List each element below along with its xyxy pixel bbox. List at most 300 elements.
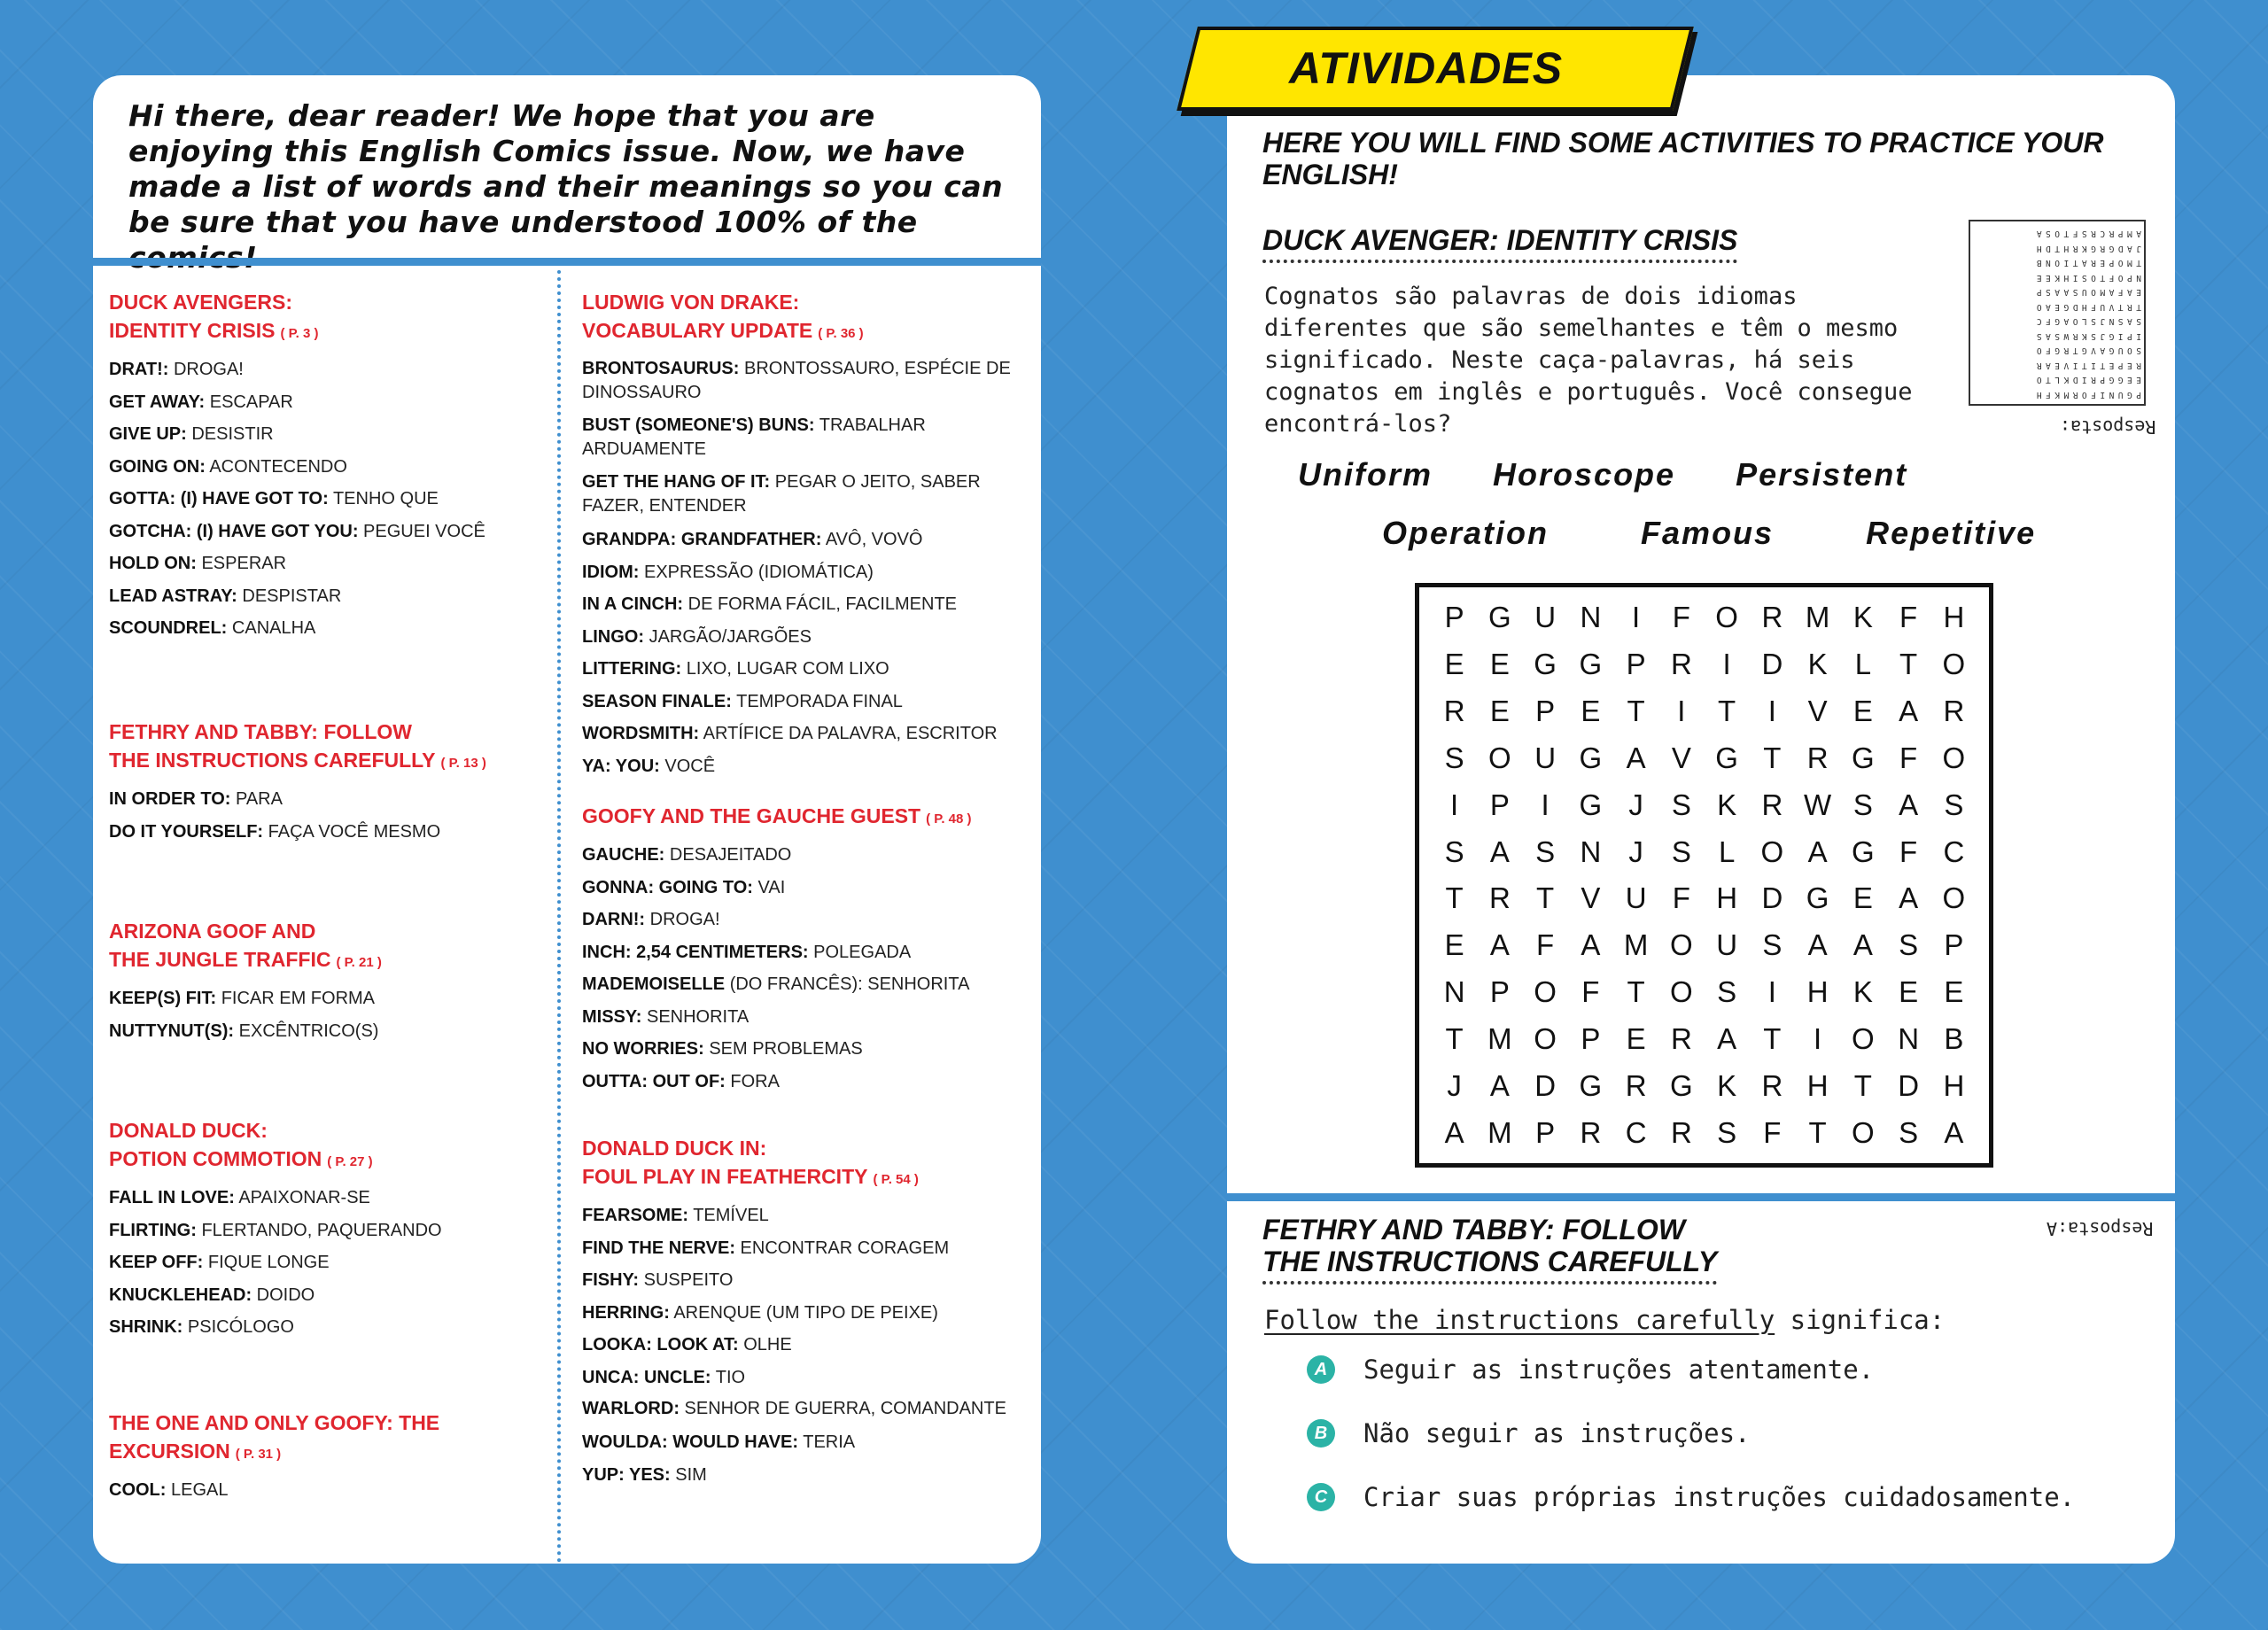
grid-cell[interactable]: N: [1898, 1021, 1920, 1055]
entry-definition: BRONTOSSAURO, ESPÉCIE DE DINOSSAURO: [582, 359, 1011, 402]
grid-cell[interactable]: D: [1761, 881, 1783, 915]
grid-cell[interactable]: A: [1899, 881, 1919, 915]
minigrid-row: REPETITIVEAR: [2032, 361, 2141, 370]
grid-cell[interactable]: N: [1580, 834, 1602, 868]
grid-cell[interactable]: E: [1489, 648, 1510, 681]
grid-cell[interactable]: A: [1581, 928, 1601, 962]
entry-definition: SENHOR DE GUERRA, COMANDANTE: [684, 1399, 1006, 1418]
grid-cell[interactable]: W: [1804, 788, 1832, 821]
entry-definition: SENHORITA: [646, 1006, 750, 1027]
grid-cell[interactable]: H: [1806, 1068, 1829, 1102]
grid-cell[interactable]: K: [1717, 1068, 1737, 1102]
entry-term: GONNA: GOING TO:: [582, 877, 753, 897]
grid-cell[interactable]: H: [1943, 601, 1965, 634]
entry-term: KEEP(S) FIT:: [109, 989, 217, 1008]
glossary-entry: [582, 556, 1034, 589]
grid-cell[interactable]: A: [1944, 1115, 1964, 1149]
grid-cell[interactable]: M: [1805, 601, 1830, 634]
glossary-entry: [582, 653, 1034, 686]
grid-cell[interactable]: M: [1623, 928, 1649, 962]
option-letter-badge: B: [1307, 1419, 1335, 1448]
atividades-banner-text: ATIVIDADES: [1289, 43, 1564, 93]
activities-panel: [1227, 75, 2175, 1564]
grid-cell[interactable]: O: [1942, 881, 1966, 915]
word-item: Repetitive: [1866, 515, 2037, 551]
grid-cell[interactable]: O: [1852, 1021, 1875, 1055]
grid-cell[interactable]: O: [1942, 741, 1966, 774]
activity2-title-line1: FETHRY AND TABBY: FOLLOW: [1262, 1214, 1686, 1246]
grid-cell[interactable]: O: [1670, 975, 1693, 1009]
section-title-line2: EXCURSION: [109, 1440, 230, 1463]
grid-cell[interactable]: E: [1489, 695, 1510, 728]
glossary-entry: [582, 750, 1034, 783]
entry-term: BRONTOSAURUS:: [582, 359, 740, 378]
grid-cell[interactable]: L: [1718, 834, 1736, 868]
answer-label-upside-down: Resposta:: [2060, 416, 2156, 438]
grid-cell[interactable]: G: [1579, 788, 1603, 821]
glossary-entry: [582, 353, 1034, 410]
grid-cell[interactable]: R: [1806, 741, 1829, 774]
grid-cell[interactable]: K: [1717, 788, 1737, 821]
section-title-line1: DONALD DUCK IN:: [582, 1137, 767, 1160]
entry-term: KNUCKLEHEAD:: [109, 1285, 252, 1305]
glossary-entry: [582, 524, 1034, 556]
grid-cell[interactable]: F: [1672, 881, 1690, 915]
question-rest: significa:: [1775, 1305, 1946, 1335]
grid-cell[interactable]: P: [1626, 648, 1646, 681]
grid-cell[interactable]: E: [1444, 648, 1464, 681]
entry-definition: ESCAPAR: [209, 392, 293, 412]
section-title: [109, 718, 561, 746]
page-ref: ( P. 54 ): [873, 1172, 919, 1187]
entry-term: GET THE HANG OF IT:: [582, 472, 771, 492]
entry-definition: PEGAR O JEITO, SABER FAZER, ENTENDER: [582, 472, 981, 516]
grid-cell[interactable]: C: [1625, 1115, 1647, 1149]
section-title-line1: DUCK AVENGERS:: [109, 291, 293, 314]
entry-definition: ARTÍFICE DA PALAVRA, ESCRITOR: [703, 724, 998, 743]
entry-term: LOOKA: LOOK AT:: [582, 1335, 739, 1354]
grid-cell[interactable]: T: [1445, 1021, 1464, 1055]
grid-cell[interactable]: G: [1715, 741, 1738, 774]
entry-term: IN ORDER TO:: [109, 789, 231, 809]
grid-cell[interactable]: G: [1579, 741, 1603, 774]
entry-definition: TEMÍVEL: [693, 1206, 769, 1225]
grid-cell[interactable]: O: [1488, 741, 1511, 774]
section-title-line1: LUDWIG VON DRAKE:: [582, 291, 800, 314]
glossary-entry: [109, 982, 561, 1015]
entry-term: IN A CINCH:: [582, 594, 684, 614]
entry-term: DRAT!:: [109, 360, 169, 379]
grid-cell[interactable]: O: [1534, 1021, 1557, 1055]
section-title-line1: FETHRY AND TABBY: FOLLOW: [109, 720, 412, 743]
entry-definition: TIO: [715, 1367, 746, 1387]
glossary-entry: [109, 783, 561, 816]
glossary-section: [109, 1116, 561, 1344]
entry-term: FALL IN LOVE:: [109, 1188, 235, 1207]
grid-cell[interactable]: T: [1899, 648, 1918, 681]
grid-cell[interactable]: G: [1806, 881, 1829, 915]
entry-term: GET AWAY:: [109, 392, 206, 412]
grid-cell[interactable]: R: [1670, 1115, 1692, 1149]
grid-cell[interactable]: M: [1487, 1021, 1512, 1055]
grid-cell[interactable]: T: [1763, 1021, 1782, 1055]
grid-cell[interactable]: A: [1899, 695, 1919, 728]
grid-cell[interactable]: K: [1807, 648, 1828, 681]
grid-cell[interactable]: F: [1899, 741, 1918, 774]
entry-term: GIVE UP:: [109, 424, 187, 444]
grid-cell[interactable]: V: [1807, 695, 1828, 728]
grid-cell[interactable]: O: [1942, 648, 1966, 681]
glossary-entry: [109, 1279, 561, 1312]
grid-cell[interactable]: F: [1763, 1115, 1782, 1149]
word-item: Famous: [1641, 515, 1775, 551]
glossary-entry: [582, 467, 1034, 524]
section-title: [582, 316, 1034, 348]
glossary-entry: [109, 1182, 561, 1215]
section-title: [109, 945, 561, 977]
glossary-section: [109, 718, 561, 848]
glossary-section: [109, 288, 561, 645]
grid-cell[interactable]: P: [1489, 975, 1510, 1009]
grid-cell[interactable]: S: [1762, 928, 1783, 962]
page-ref: ( P. 13 ): [440, 756, 486, 771]
minigrid-row: PGUNIFORMKFH: [2032, 390, 2141, 400]
entry-definition: AVÔ, VOVÔ: [825, 530, 923, 549]
grid-cell[interactable]: S: [1899, 928, 1919, 962]
grid-cell[interactable]: R: [1580, 1115, 1602, 1149]
grid-cell[interactable]: O: [1670, 928, 1693, 962]
minigrid-row: SOUGAVGTRGFO: [2032, 345, 2141, 356]
activity2-title-line2: THE INSTRUCTIONS CAREFULLY: [1262, 1246, 1717, 1285]
glossary-entry: [582, 588, 1034, 621]
grid-cell[interactable]: V: [1581, 881, 1601, 915]
entry-definition: TEMPORADA FINAL: [736, 691, 903, 711]
grid-cell[interactable]: R: [1670, 1021, 1692, 1055]
entry-definition: VOCÊ: [664, 756, 716, 776]
grid-cell[interactable]: S: [1671, 834, 1691, 868]
grid-cell[interactable]: S: [1444, 741, 1464, 774]
grid-cell[interactable]: A: [1717, 1021, 1737, 1055]
glossary-entry: [582, 872, 1034, 904]
grid-cell[interactable]: I: [1722, 648, 1731, 681]
grid-cell[interactable]: E: [1852, 695, 1873, 728]
grid-cell[interactable]: K: [1852, 975, 1873, 1009]
glossary-entry: [582, 1264, 1034, 1297]
page-ref: ( P. 21 ): [336, 955, 382, 970]
section-title-line1: GOOFY AND THE GAUCHE GUEST: [582, 804, 921, 827]
grid-cell[interactable]: E: [1444, 928, 1464, 962]
activity2-answer-upside-down: Resposta:A: [2047, 1218, 2154, 1239]
section-title: [109, 917, 561, 945]
grid-cell[interactable]: U: [1625, 881, 1647, 915]
entry-term: WORDSMITH:: [582, 724, 700, 743]
grid-cell[interactable]: S: [1899, 1115, 1919, 1149]
grid-cell[interactable]: P: [1535, 695, 1556, 728]
glossary-section: [109, 917, 561, 1047]
grid-cell[interactable]: O: [1760, 834, 1784, 868]
grid-cell[interactable]: F: [1899, 834, 1918, 868]
word-item: Uniform: [1298, 456, 1433, 493]
entry-term: DO IT YOURSELF:: [109, 821, 264, 842]
entry-term: SHRINK:: [109, 1317, 183, 1337]
entry-definition: PSICÓLOGO: [187, 1317, 294, 1337]
entry-definition: EXCÊNTRICO(S): [238, 1021, 379, 1041]
glossary-entry: [109, 1474, 561, 1507]
grid-cell[interactable]: P: [1444, 601, 1464, 634]
glossary-entry: [109, 451, 561, 484]
section-title: [109, 746, 561, 778]
entry-term: MISSY:: [582, 1006, 642, 1027]
entry-term: WOULDA: WOULD HAVE:: [582, 1432, 799, 1452]
grid-cell[interactable]: T: [1718, 695, 1736, 728]
glossary-entry: [109, 1015, 561, 1048]
grid-cell[interactable]: E: [1581, 695, 1601, 728]
grid-cell[interactable]: F: [1899, 601, 1918, 634]
grid-cell[interactable]: U: [1534, 741, 1557, 774]
entry-term: GRANDPA: GRANDFATHER:: [582, 530, 822, 549]
grid-cell[interactable]: N: [1443, 975, 1465, 1009]
word-item: Persistent: [1736, 456, 1908, 493]
entry-definition: ESPERAR: [201, 554, 287, 573]
grid-cell[interactable]: T: [1763, 741, 1782, 774]
glossary-entry: [582, 686, 1034, 718]
entry-definition: LEGAL: [171, 1480, 229, 1500]
glossary-entry: [109, 580, 561, 613]
entry-term: YA: YOU:: [582, 756, 660, 776]
grid-cell[interactable]: H: [1806, 975, 1829, 1009]
option-a[interactable]: [1307, 1354, 1874, 1385]
grid-cell[interactable]: S: [1444, 834, 1464, 868]
entry-term: INCH: 2,54 CENTIMETERS:: [582, 942, 809, 962]
grid-cell[interactable]: E: [1944, 975, 1964, 1009]
entry-definition: ACONTECENDO: [209, 456, 347, 477]
grid-cell[interactable]: N: [1580, 601, 1602, 634]
grid-cell[interactable]: I: [1767, 975, 1776, 1009]
grid-cell[interactable]: T: [1627, 975, 1645, 1009]
grid-cell[interactable]: O: [1715, 601, 1738, 634]
activity1-title: DUCK AVENGER: IDENTITY CRISIS: [1262, 224, 1737, 263]
grid-cell[interactable]: P: [1535, 1115, 1556, 1149]
grid-cell[interactable]: S: [1944, 788, 1964, 821]
entry-definition: DE FORMA FÁCIL, FACILMENTE: [687, 594, 958, 614]
grid-cell[interactable]: D: [1534, 1068, 1557, 1102]
section-title-line1: ARIZONA GOOF AND: [109, 920, 316, 943]
grid-cell[interactable]: D: [1761, 648, 1783, 681]
grid-cell[interactable]: J: [1628, 788, 1643, 821]
grid-cell[interactable]: R: [1443, 695, 1465, 728]
minigrid-row: JADGRGKRHTDH: [2032, 244, 2141, 253]
page-ref: ( P. 31 ): [235, 1447, 282, 1462]
glossary-entry: [109, 612, 561, 645]
glossary-entry: [582, 1426, 1034, 1459]
entry-term: HERRING:: [582, 1302, 670, 1323]
glossary-entry: [582, 1199, 1034, 1232]
grid-cell[interactable]: G: [1852, 834, 1875, 868]
entry-term: MADEMOISELLE: [582, 974, 726, 994]
word-list-row1: [1298, 456, 1907, 493]
grid-cell[interactable]: A: [1444, 1115, 1464, 1149]
grid-cell[interactable]: I: [1814, 1021, 1822, 1055]
grid-cell[interactable]: P: [1581, 1021, 1601, 1055]
grid-cell[interactable]: K: [1852, 601, 1873, 634]
section-title-line2: THE INSTRUCTIONS CAREFULLY: [109, 749, 436, 772]
grid-cell[interactable]: R: [1488, 881, 1511, 915]
option-text: Criar suas próprias instruções cuidadosamente.: [1363, 1482, 2076, 1512]
glossary-entry: [582, 1393, 1034, 1426]
glossary-entry: [582, 621, 1034, 654]
grid-cell[interactable]: G: [1579, 648, 1603, 681]
grid-cell[interactable]: R: [1625, 1068, 1647, 1102]
grid-cell[interactable]: R: [1761, 1068, 1783, 1102]
section-title: [109, 288, 561, 316]
entry-definition: POLEGADA: [813, 942, 912, 962]
grid-cell[interactable]: E: [1899, 975, 1919, 1009]
grid-cell[interactable]: T: [1536, 881, 1555, 915]
option-text: Não seguir as instruções.: [1363, 1418, 1751, 1448]
glossary-entry: [109, 1215, 561, 1247]
section-title-line2: THE JUNGLE TRAFFIC: [109, 948, 331, 971]
grid-cell[interactable]: U: [1534, 601, 1557, 634]
grid-cell[interactable]: T: [1808, 1115, 1827, 1149]
grid-cell[interactable]: I: [1632, 601, 1641, 634]
entry-term: IDIOM:: [582, 562, 640, 582]
entry-definition: JARGÃO/JARGÕES: [649, 626, 812, 647]
activity1-body: Cognatos são palavras de dois idiomas diferentes que são semelhantes e têm o mesmo significado. Neste caça-palavras, há seis cognatos em inglês e português. Você consegue encontrá-los?: [1264, 283, 1913, 438]
grid-cell[interactable]: R: [1761, 788, 1783, 821]
grid-cell[interactable]: M: [1487, 1115, 1512, 1149]
grid-cell[interactable]: A: [1489, 928, 1510, 962]
glossary-section: [582, 288, 1034, 782]
grid-cell[interactable]: B: [1944, 1021, 1964, 1055]
grid-cell[interactable]: S: [1852, 788, 1873, 821]
grid-cell[interactable]: R: [1943, 695, 1965, 728]
grid-cell[interactable]: F: [1672, 601, 1690, 634]
entry-definition: FLERTANDO, PAQUERANDO: [201, 1220, 442, 1240]
entry-term: NO WORRIES:: [582, 1039, 704, 1059]
entry-definition: FAÇA VOCÊ MESMO: [268, 821, 441, 842]
grid-cell[interactable]: G: [1852, 741, 1875, 774]
grid-cell[interactable]: I: [1541, 788, 1550, 821]
grid-cell[interactable]: P: [1489, 788, 1510, 821]
grid-cell[interactable]: H: [1716, 881, 1738, 915]
entry-term: SEASON FINALE:: [582, 691, 732, 711]
entry-definition: TENHO QUE: [332, 489, 439, 508]
grid-cell[interactable]: U: [1716, 928, 1738, 962]
grid-cell[interactable]: C: [1943, 834, 1965, 868]
grid-cell[interactable]: I: [1450, 788, 1459, 821]
grid-cell[interactable]: G: [1488, 601, 1511, 634]
grid-cell[interactable]: S: [1671, 788, 1691, 821]
grid-cell[interactable]: P: [1944, 928, 1964, 962]
grid-cell[interactable]: T: [1445, 881, 1464, 915]
grid-cell[interactable]: G: [1670, 1068, 1693, 1102]
option-text: Seguir as instruções atentamente.: [1363, 1354, 1875, 1385]
grid-cell[interactable]: V: [1671, 741, 1691, 774]
grid-cell[interactable]: E: [1626, 1021, 1646, 1055]
grid-cell[interactable]: S: [1717, 1115, 1737, 1149]
grid-cell[interactable]: A: [1807, 834, 1828, 868]
grid-cell[interactable]: S: [1717, 975, 1737, 1009]
grid-cell[interactable]: F: [1581, 975, 1600, 1009]
section-title: [109, 1437, 561, 1469]
grid-cell[interactable]: I: [1767, 695, 1776, 728]
entry-definition: PARA: [235, 789, 283, 809]
grid-cell[interactable]: T: [1853, 1068, 1872, 1102]
grid-cell[interactable]: I: [1677, 695, 1686, 728]
glossary-entry: [109, 516, 561, 548]
grid-cell[interactable]: A: [1899, 788, 1919, 821]
entry-term: LINGO:: [582, 626, 644, 647]
grid-cell[interactable]: G: [1579, 1068, 1603, 1102]
entry-definition: VAI: [757, 877, 786, 897]
entry-definition: ENCONTRAR CORAGEM: [740, 1238, 950, 1258]
grid-cell[interactable]: J: [1628, 834, 1643, 868]
entry-definition: SEM PROBLEMAS: [709, 1039, 863, 1059]
section-title-line1: DONALD DUCK:: [109, 1119, 268, 1142]
glossary-entry: [109, 353, 561, 386]
minigrid-row: EEGGPRIDKLTO: [2032, 375, 2141, 385]
grid-cell[interactable]: A: [1489, 1068, 1510, 1102]
grid-cell[interactable]: D: [1898, 1068, 1920, 1102]
grid-cell[interactable]: O: [1852, 1115, 1875, 1149]
entry-definition: FIQUE LONGE: [207, 1253, 330, 1272]
activity2-question: [1264, 1305, 1945, 1335]
option-c[interactable]: [1307, 1482, 2075, 1512]
entry-definition: (DO FRANCÊS): SENHORITA: [729, 974, 970, 994]
grid-cell[interactable]: A: [1489, 834, 1510, 868]
entry-term: SCOUNDREL:: [109, 618, 228, 638]
grid-cell[interactable]: L: [1854, 648, 1872, 681]
grid-cell[interactable]: R: [1761, 601, 1783, 634]
word-list-row2: [1382, 515, 2036, 552]
entry-definition: PEGUEI VOCÊ: [363, 521, 485, 541]
grid-cell[interactable]: G: [1534, 648, 1557, 681]
glossary-section: [109, 1409, 561, 1507]
section-title-line2: FOUL PLAY IN FEATHERCITY: [582, 1165, 868, 1188]
entry-definition: LIXO, LUGAR COM LIXO: [686, 659, 889, 679]
option-letter-badge: A: [1307, 1355, 1335, 1384]
grid-cell[interactable]: J: [1447, 1068, 1462, 1102]
grid-cell[interactable]: S: [1535, 834, 1556, 868]
grid-cell[interactable]: T: [1627, 695, 1645, 728]
grid-cell[interactable]: R: [1670, 648, 1692, 681]
entry-definition: DESAJEITADO: [669, 845, 792, 865]
section-title: [109, 1145, 561, 1176]
entry-definition: ARENQUE (UM TIPO DE PEIXE): [673, 1302, 938, 1323]
option-b[interactable]: [1307, 1418, 1751, 1448]
grid-cell[interactable]: A: [1626, 741, 1646, 774]
page-ref: ( P. 48 ): [926, 811, 972, 827]
word-item: Operation: [1382, 515, 1550, 551]
glossary-entry: [582, 1329, 1034, 1362]
entry-definition: EXPRESSÃO (IDIOMÁTICA): [644, 562, 874, 582]
glossary-entry: [582, 1297, 1034, 1330]
grid-cell[interactable]: H: [1943, 1068, 1965, 1102]
grid-cell[interactable]: A: [1807, 928, 1828, 962]
minigrid-row: NPOFTOSIHKEE: [2032, 273, 2141, 283]
grid-cell[interactable]: E: [1852, 881, 1873, 915]
grid-cell[interactable]: A: [1852, 928, 1873, 962]
section-title-line2: POTION COMMOTION: [109, 1147, 322, 1170]
grid-cell[interactable]: O: [1534, 975, 1557, 1009]
glossary-entry: [109, 483, 561, 516]
answer-key-minigrid: [1969, 220, 2146, 406]
entry-definition: FICAR EM FORMA: [221, 989, 376, 1008]
entry-definition: CANALHA: [231, 618, 316, 638]
entry-definition: DESISTIR: [191, 424, 274, 444]
grid-cell[interactable]: F: [1536, 928, 1555, 962]
glossary-entry: [582, 904, 1034, 936]
